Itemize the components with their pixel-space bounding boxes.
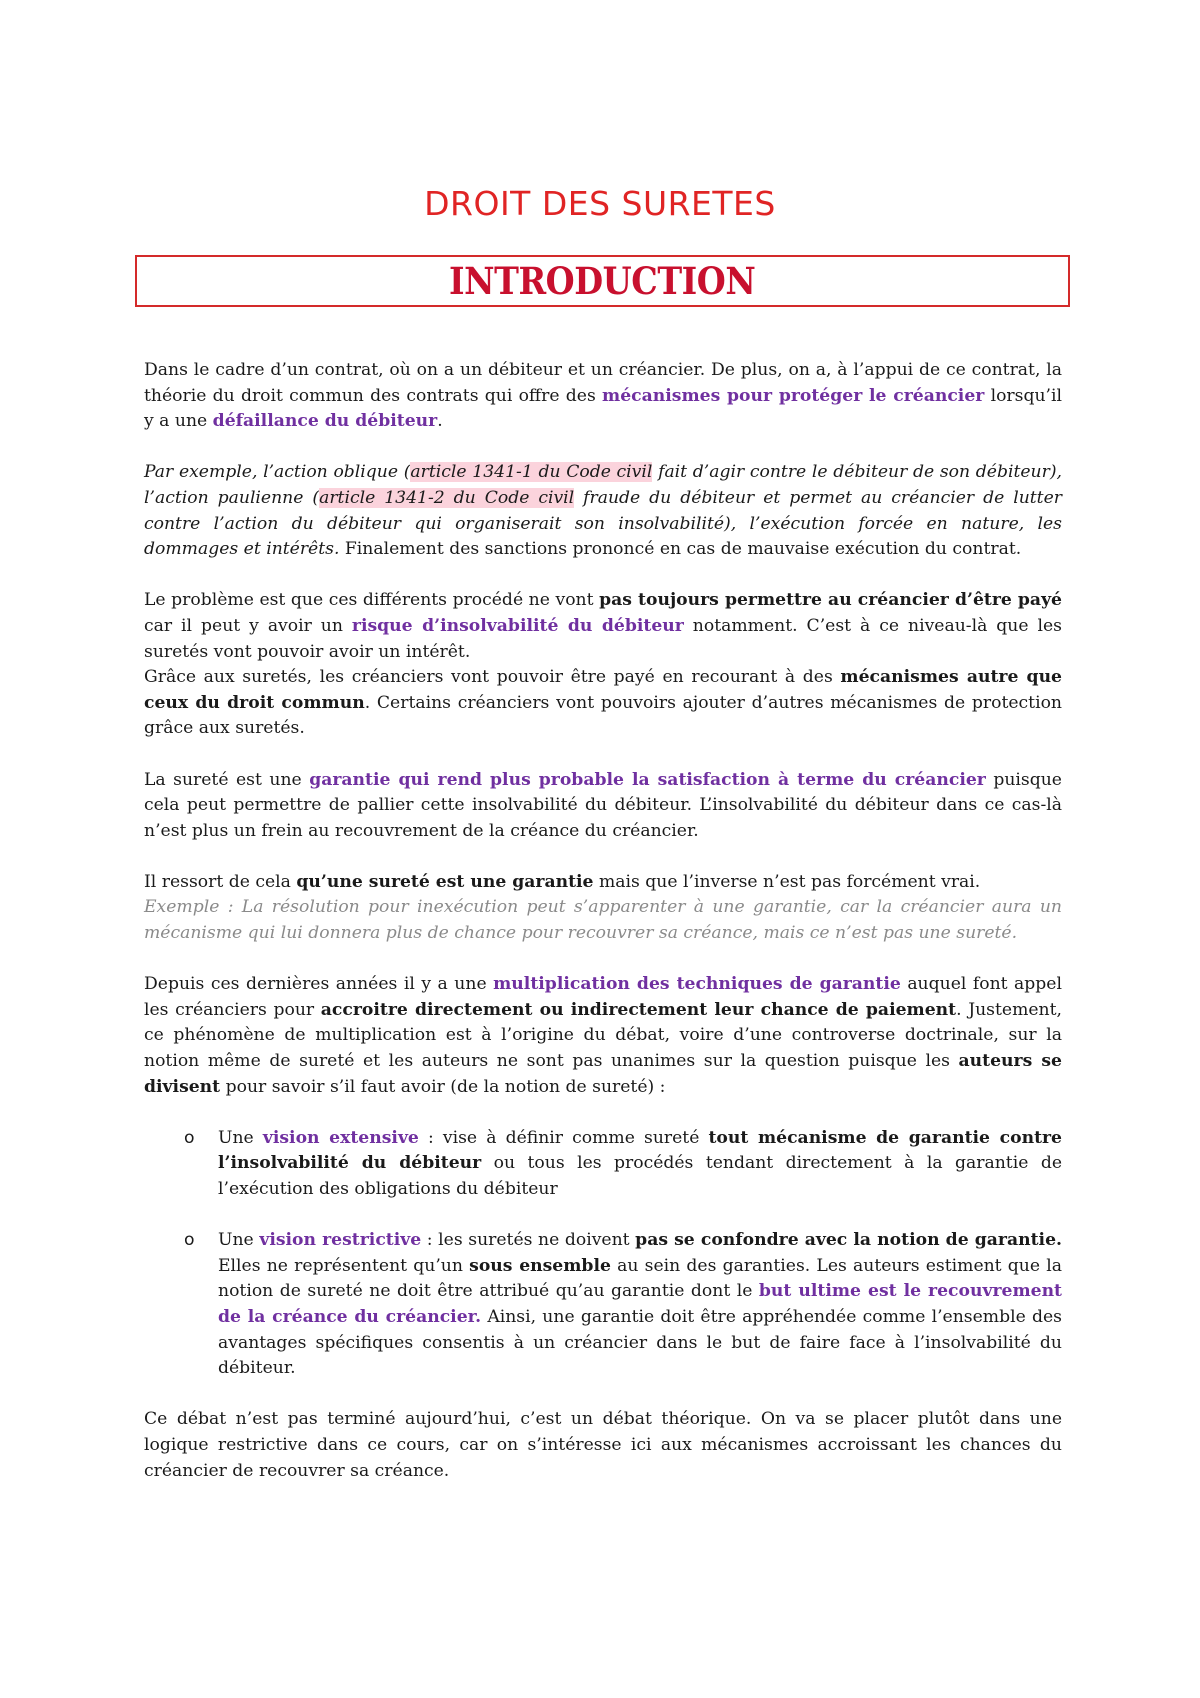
bold-text: mécanismes autre que ceux du droit commun bbox=[144, 667, 1062, 713]
bold-text: accroitre directement ou indirectement leur chance de paiement bbox=[320, 999, 957, 1020]
emphasis-text: garantie qui rend plus probable la satisfaction à terme du créancier bbox=[309, 769, 986, 790]
bold-text: pas toujours permettre au créancier d’être payé bbox=[599, 590, 1062, 611]
bullet-icon: o bbox=[184, 1127, 195, 1148]
list-item-restrictive: o Une vision restrictive : les suretés ne doivent pas se confondre avec la notion de garantie. Elles ne représentent qu’un sous ensemble au sein des garanties. Les auteurs estiment que la notion de sureté ne doit être attribué qu’au garantie dont le but ultime est le recouvrement de la créance du créancier. Ainsi, une garantie doit être appréhendée comme l’ensemble des avantages spécifiques consentis à un créancier dans le but de faire face à l’insolvabilité du débiteur. bbox=[184, 1230, 1062, 1379]
bullet-icon: o bbox=[184, 1230, 195, 1251]
paragraph-debate: Ce débat n’est pas terminé aujourd’hui, c’est un débat théorique. On va se placer plutôt dans une logique restrictive dans ce cours, car on s’intéresse ici aux mécanismes accroissant les chances du créancier de recouvrer sa créance. bbox=[144, 1409, 1062, 1481]
paragraph-definition: La sureté est une garantie qui rend plus probable la satisfaction à terme du créancier puisque cela peut permettre de pallier cette insolvabilité du débiteur. L’insolvabilité du débiteur dans ce cas-là n’est plus un frein au recouvrement de la créance du créancier. bbox=[144, 769, 1062, 841]
document-body bbox=[144, 358, 1062, 1484]
bold-text: auteurs se divisent bbox=[144, 1051, 1062, 1097]
paragraph-intro: Dans le cadre d’un contrat, où on a un débiteur et un créancier. De plus, on a, à l’appui de ce contrat, la théorie du droit commun des contrats qui offre des mécanismes pour protéger le créancier lorsqu’il y a une défaillance du débiteur. bbox=[144, 360, 1062, 432]
paragraph-suretes: Grâce aux suretés, les créanciers vont pouvoir être payé en recourant à des mécanismes autre que ceux du droit commun. Certains créanciers vont pouvoirs ajouter d’autres mécanismes de protection grâce aux suretés. bbox=[144, 667, 1062, 739]
bold-text: tout mécanisme de garantie contre l’insolvabilité du débiteur bbox=[218, 1127, 1062, 1174]
emphasis-text: mécanismes pour protéger le créancier bbox=[602, 385, 985, 406]
list-item-extensive: o Une vision extensive : vise à définir comme sureté tout mécanisme de garantie contre l’insolvabilité du débiteur ou tous les procédés tendant directement à la garantie de l’exécution des obligations du débiteur bbox=[184, 1127, 1062, 1199]
paragraph-example-resolution: Exemple : La résolution pour inexécution peut s’apparenter à une garantie, car la créancier aura un mécanisme qui lui donnera plus de chance pour recouvrer sa créance, mais ce n’est pas une sureté. bbox=[144, 897, 1062, 944]
bold-text: sous ensemble bbox=[469, 1255, 611, 1276]
emphasis-text: vision extensive bbox=[262, 1127, 419, 1148]
bold-text: qu’une sureté est une garantie bbox=[296, 871, 594, 892]
highlighted-reference: article 1341-2 du Code civil bbox=[319, 487, 575, 508]
highlighted-reference: article 1341-1 du Code civil bbox=[410, 462, 653, 483]
paragraph-problem: Le problème est que ces différents procédé ne vont pas toujours permettre au créancier d’être payé car il peut y avoir un risque d’insolvabilité du débiteur notamment. C’est à ce niveau-là que les suretés vont pouvoir avoir un intérêt. bbox=[144, 590, 1062, 662]
section-heading-box bbox=[135, 255, 1070, 307]
emphasis-text: multiplication des techniques de garantie bbox=[493, 974, 901, 995]
emphasis-text: vision restrictive bbox=[259, 1230, 422, 1251]
paragraph-multiplication: Depuis ces dernières années il y a une multiplication des techniques de garantie auquel font appel les créanciers pour accroitre directement ou indirectement leur chance de paiement. Justement, ce phénomène de multiplication est à l’origine du débat, voire d’une controverse doctrinale, sur la notion même de sureté et les auteurs ne sont pas unanimes sur la question puisque les auteurs se divisent pour savoir s’il faut avoir (de la notion de sureté) : bbox=[144, 974, 1062, 1097]
bold-text: pas se confondre avec la notion de garantie. bbox=[635, 1230, 1062, 1251]
document-title: DROIT DES SURETES bbox=[424, 184, 776, 223]
emphasis-text: but ultime est le recouvrement de la créance du créancier. bbox=[218, 1281, 1062, 1327]
section-title: INTRODUCTION bbox=[449, 259, 756, 303]
paragraph-conclusion-garantie: Il ressort de cela qu’une sureté est une garantie mais que l’inverse n’est pas forcément vrai. bbox=[144, 871, 981, 892]
emphasis-text: défaillance du débiteur bbox=[212, 411, 438, 432]
emphasis-text: risque d’insolvabilité du débiteur bbox=[351, 615, 684, 636]
paragraph-example-actions: Par exemple, l’action oblique (article 1341-1 du Code civil fait d’agir contre le débiteur de son débiteur), l’action paulienne (article 1341-2 du Code civil fraude du débiteur et permet au créancier de lutter contre l’action du débiteur qui organiserait son insolvabilité), l’exécution forcée en nature, les dommages et intérêts. Finalement des sanctions prononcé en cas de mauvaise exécution du contrat. bbox=[144, 462, 1062, 560]
